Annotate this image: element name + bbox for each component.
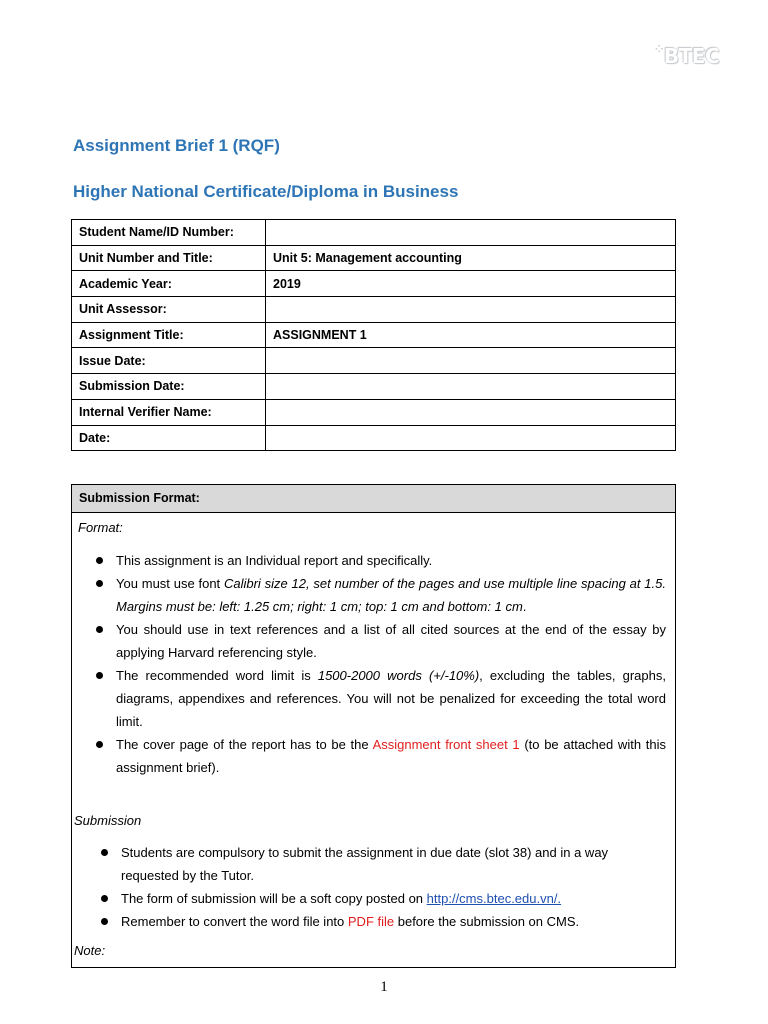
btec-logo: ⁘BTEC: [655, 44, 720, 68]
row-value: Unit 5: Management accounting: [266, 245, 676, 271]
list-item: The cover page of the report has to be the Assignment front sheet 1 (to be attached with this assignment brief).: [92, 733, 666, 779]
row-label: Academic Year:: [72, 271, 266, 297]
list-item: You must use font Calibri size 12, set number of the pages and use multiple line spacing at 1.5. Margins must be: left: 1.25 cm; right: 1 cm; top: 1 cm and bottom: 1 cm.: [92, 572, 666, 618]
row-value: [266, 374, 676, 400]
row-value: [266, 348, 676, 374]
submission-format-heading: Submission Format:: [72, 485, 675, 513]
row-label: Submission Date:: [72, 374, 266, 400]
row-value: [266, 297, 676, 323]
page-number: 1: [380, 979, 388, 995]
table-row: [72, 297, 676, 323]
row-value: [266, 220, 676, 246]
row-value: [266, 425, 676, 451]
table-row: [72, 245, 676, 271]
cms-link[interactable]: http://cms.btec.edu.vn/.: [426, 891, 562, 906]
assignment-info-table: [71, 219, 676, 451]
table-row: [72, 348, 676, 374]
row-label: Issue Date:: [72, 348, 266, 374]
row-label: Student Name/ID Number:: [72, 220, 266, 246]
submission-list: [92, 841, 666, 933]
row-label: Unit Assessor:: [72, 297, 266, 323]
row-label: Date:: [72, 425, 266, 451]
table-row: [72, 399, 676, 425]
submission-label: Submission: [74, 813, 142, 828]
format-label: Format:: [78, 520, 123, 535]
table-row: [72, 322, 676, 348]
list-item: The form of submission will be a soft copy posted on http://cms.btec.edu.vn/.: [92, 887, 666, 910]
table-row: [72, 425, 676, 451]
list-item: Remember to convert the word file into PDF file before the submission on CMS.: [92, 910, 666, 933]
row-value: ASSIGNMENT 1: [266, 322, 676, 348]
note-label: Note:: [74, 943, 106, 958]
format-list: [92, 549, 666, 779]
row-value: [266, 399, 676, 425]
row-label: Unit Number and Title:: [72, 245, 266, 271]
page-title: Assignment Brief 1 (RQF): [73, 136, 280, 155]
table-row: [72, 220, 676, 246]
table-row: [72, 271, 676, 297]
page-subtitle: Higher National Certificate/Diploma in Business: [73, 182, 459, 201]
row-label: Assignment Title:: [72, 322, 266, 348]
list-item: This assignment is an Individual report and specifically.: [92, 549, 666, 572]
list-item: You should use in text references and a list of all cited sources at the end of the essay by applying Harvard referencing style.: [92, 618, 666, 664]
list-item: The recommended word limit is 1500-2000 words (+/-10%), excluding the tables, graphs, diagrams, appendixes and references. You will not be penalized for exceeding the total word limit.: [92, 664, 666, 733]
list-item: Students are compulsory to submit the assignment in due date (slot 38) and in a way requested by the Tutor.: [92, 841, 666, 887]
row-value: 2019: [266, 271, 676, 297]
table-row: [72, 374, 676, 400]
submission-format-box: [71, 484, 676, 968]
row-label: Internal Verifier Name:: [72, 399, 266, 425]
